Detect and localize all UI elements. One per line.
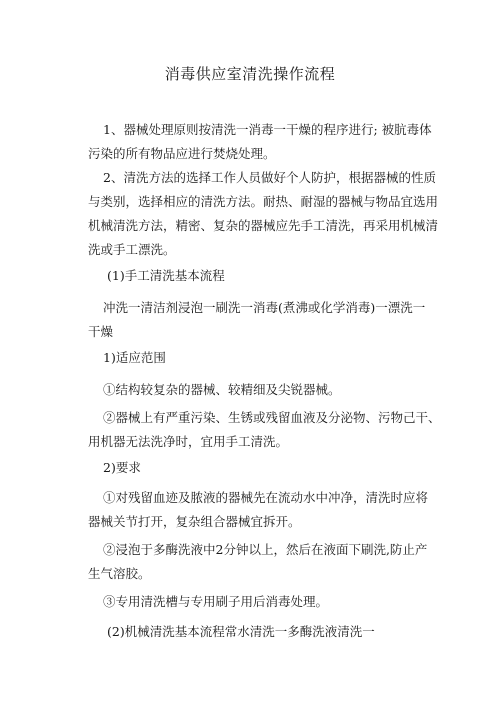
list-item-requirement-1 <box>88 486 429 534</box>
text-line: 冲洗一清洁剂浸泡一刷洗一消毒(煮沸或化学消毒)一漂洗一 <box>103 300 426 315</box>
list-item-requirement-2 <box>88 538 428 586</box>
text-line: 用机器无法洗净时，宜用手工清洗。 <box>88 434 289 449</box>
text-line: ①对残留血迹及脓液的器械先在流动水中冲净，清洗时应将 <box>103 490 429 505</box>
list-item-scope-1 <box>88 378 418 402</box>
text-line: 器械关节打开，复杂组合器械宜拆开。 <box>88 514 301 529</box>
text-line: 2)要求 <box>103 460 141 475</box>
text-line: 1)适应范围 <box>103 350 166 365</box>
text-line: 2、清洗方法的选择工作人员做好个人防护，根据器械的性质 <box>103 170 436 185</box>
text-line: 1、器械处理原则按清洗一消毒一干燥的程序进行; 被肮毒体 <box>103 122 432 137</box>
heading-scope <box>88 346 418 370</box>
heading-machine-cleaning <box>88 620 418 644</box>
text-line: ②器械上有严重污染、生锈或残留血液及分泌物、污物己干、 <box>103 410 441 425</box>
text-line: ①结构较复杂的器械、较精细及尖锐器械。 <box>103 382 341 397</box>
heading-requirements <box>88 456 418 480</box>
list-item-requirement-3 <box>88 590 418 614</box>
text-line: ③专用清洗槽与专用刷子用后消毒处理。 <box>103 594 329 609</box>
document-title: 消毒供应室清洗操作流程 <box>164 65 336 83</box>
text-line: 与类别，选择相应的清洗方法。耐热、耐湿的器械与物品宜选用 <box>88 194 439 209</box>
text-line: (1)手工清洗基本流程 <box>107 268 225 283</box>
text-line: 机械清洗方法，精密、复杂的器械应先手工清洗，再采用机械清 <box>88 218 439 233</box>
paragraph-disposal-principle <box>88 118 432 166</box>
text-line: 洗或手工漂洗。 <box>88 242 176 257</box>
text-line: (2)机械清洗基本流程常水清洗一多酶洗液清洗一 <box>107 624 375 639</box>
text-line: 干燥 <box>88 324 114 339</box>
heading-manual-cleaning <box>88 264 418 288</box>
list-item-scope-2 <box>88 406 441 454</box>
paragraph-cleaning-method <box>88 166 439 262</box>
paragraph-manual-flow <box>88 296 426 344</box>
text-line: ②浸泡于多酶洗液中2分钟以上，然后在液面下刷洗,防止产 <box>103 542 428 557</box>
text-line: 污染的所有物品应进行焚烧处理。 <box>88 146 276 161</box>
text-line: 生气溶胶。 <box>88 566 151 581</box>
